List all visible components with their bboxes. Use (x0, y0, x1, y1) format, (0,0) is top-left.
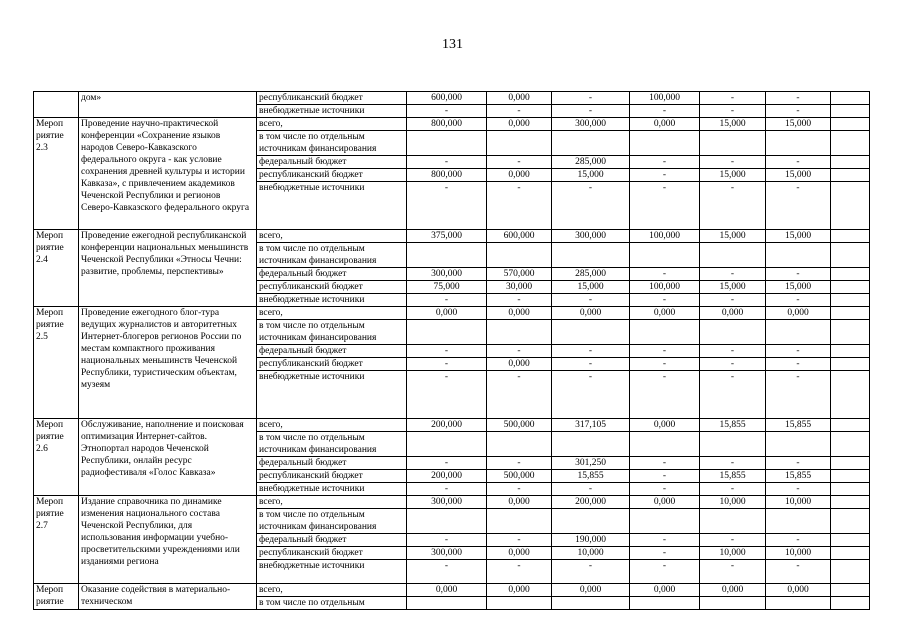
amount-cell (831, 509, 870, 534)
amount-cell: - (630, 534, 700, 547)
amount-cell: - (552, 358, 630, 371)
amount-cell: - (700, 358, 766, 371)
amount-cell: 600,000 (487, 230, 552, 243)
amount-cell: 15,000 (700, 118, 766, 131)
amount-cell: - (630, 470, 700, 483)
amount-cell: 15,000 (766, 230, 831, 243)
amount-cell: 0,000 (407, 584, 487, 597)
amount-cell: - (630, 156, 700, 169)
amount-cell: 0,000 (630, 307, 700, 320)
amount-cell (630, 320, 700, 345)
amount-cell (552, 597, 630, 610)
amount-cell: 600,000 (407, 92, 487, 105)
amount-cell (831, 470, 870, 483)
amount-cell: - (700, 345, 766, 358)
amount-cell: - (407, 560, 487, 584)
amount-cell: 190,000 (552, 534, 630, 547)
amount-cell (831, 307, 870, 320)
amount-cell (831, 131, 870, 156)
amount-cell: - (766, 105, 831, 118)
amount-cell: - (766, 268, 831, 281)
amount-cell: - (766, 294, 831, 307)
amount-cell: - (552, 105, 630, 118)
amount-cell: - (487, 294, 552, 307)
table-row (34, 584, 870, 597)
funding-source: в том числе по отдельным (257, 597, 407, 610)
table-row (34, 92, 870, 105)
table-row (34, 419, 870, 432)
amount-cell (630, 597, 700, 610)
funding-source: в том числе по отдельным источникам финансирования (257, 131, 407, 156)
amount-cell: - (700, 371, 766, 419)
amount-cell: - (700, 156, 766, 169)
activity-description: Проведение научно-практической конференции «Сохранение языков народов Северо-Кавказского федерального округа - как условие сохранения древней культуры и истории Кавказа», с привлечением академиков Чеченской Республики и регионов Северо-Кавказского федерального округа (79, 118, 257, 230)
amount-cell: 0,000 (487, 496, 552, 509)
activity-code: Мероп риятие (34, 584, 79, 610)
amount-cell (831, 230, 870, 243)
amount-cell: - (407, 371, 487, 419)
amount-cell: - (630, 457, 700, 470)
amount-cell: 0,000 (487, 118, 552, 131)
amount-cell: 15,000 (766, 281, 831, 294)
amount-cell: - (766, 371, 831, 419)
amount-cell: 300,000 (407, 268, 487, 281)
amount-cell: - (630, 105, 700, 118)
funding-source: в том числе по отдельным источникам финансирования (257, 432, 407, 457)
funding-source: всего, (257, 496, 407, 509)
amount-cell (630, 432, 700, 457)
amount-cell (831, 597, 870, 610)
amount-cell: - (407, 345, 487, 358)
amount-cell (766, 320, 831, 345)
amount-cell (487, 432, 552, 457)
amount-cell (407, 243, 487, 268)
amount-cell (831, 345, 870, 358)
amount-cell: - (700, 483, 766, 496)
amount-cell (552, 243, 630, 268)
amount-cell (831, 496, 870, 509)
amount-cell: 15,000 (700, 230, 766, 243)
funding-source: республиканский бюджет (257, 547, 407, 560)
amount-cell: 0,000 (487, 584, 552, 597)
funding-source: внебюджетные источники (257, 105, 407, 118)
amount-cell: 0,000 (552, 307, 630, 320)
amount-cell (831, 371, 870, 419)
amount-cell: - (630, 294, 700, 307)
activity-code: Мероп риятие 2.3 (34, 118, 79, 230)
amount-cell (552, 509, 630, 534)
amount-cell: 15,000 (552, 169, 630, 182)
table-row (34, 307, 870, 320)
amount-cell (407, 320, 487, 345)
amount-cell: - (630, 371, 700, 419)
amount-cell (831, 584, 870, 597)
amount-cell: 0,000 (552, 584, 630, 597)
amount-cell (766, 432, 831, 457)
amount-cell (831, 534, 870, 547)
funding-source: в том числе по отдельным источникам финансирования (257, 320, 407, 345)
amount-cell (831, 156, 870, 169)
amount-cell: - (552, 560, 630, 584)
amount-cell: 0,000 (487, 307, 552, 320)
amount-cell: 15,855 (700, 470, 766, 483)
amount-cell (831, 560, 870, 584)
amount-cell: - (766, 182, 831, 230)
amount-cell: - (766, 534, 831, 547)
amount-cell: - (766, 156, 831, 169)
amount-cell: - (407, 457, 487, 470)
amount-cell: - (487, 483, 552, 496)
activity-description: Обслуживание, наполнение и поисковая оптимизация Интернет-сайтов. Этнопортал народов Чеченской Республики, онлайн ресурс радиофестиваля «Голос Кавказа» (79, 419, 257, 496)
amount-cell (831, 457, 870, 470)
amount-cell: 200,000 (407, 470, 487, 483)
funding-source: федеральный бюджет (257, 268, 407, 281)
activity-code: Мероп риятие 2.6 (34, 419, 79, 496)
activity-description: Издание справочника по динамике изменения национального состава Чеченской Республики, для использования информации учебно-просветительскими учреждениями или изданиями региона (79, 496, 257, 584)
amount-cell: 100,000 (630, 281, 700, 294)
amount-cell: - (700, 457, 766, 470)
amount-cell: - (766, 345, 831, 358)
amount-cell (630, 509, 700, 534)
budget-table-body (34, 92, 870, 610)
amount-cell: - (766, 457, 831, 470)
amount-cell: 15,000 (766, 118, 831, 131)
amount-cell: 300,000 (552, 118, 630, 131)
amount-cell (831, 432, 870, 457)
amount-cell: 30,000 (487, 281, 552, 294)
amount-cell (831, 320, 870, 345)
amount-cell: - (552, 182, 630, 230)
amount-cell: - (407, 358, 487, 371)
funding-source: внебюджетные источники (257, 294, 407, 307)
activity-code: Мероп риятие 2.7 (34, 496, 79, 584)
funding-source: федеральный бюджет (257, 345, 407, 358)
funding-source: всего, (257, 118, 407, 131)
amount-cell (831, 243, 870, 268)
amount-cell: - (552, 483, 630, 496)
amount-cell: 300,000 (407, 547, 487, 560)
amount-cell (700, 509, 766, 534)
funding-source: федеральный бюджет (257, 156, 407, 169)
activity-description: Проведение ежегодной республиканской конференции национальных меньшинств Чеченской Республики «Этносы Чечни: развитие, проблемы, перспективы» (79, 230, 257, 307)
amount-cell: 0,000 (700, 307, 766, 320)
amount-cell (487, 509, 552, 534)
activity-description: Проведение ежегодного блог-тура ведущих журналистов и авторитетных Интернет-блогеров регионов России по местам компактного проживания национальных меньшинств Чеченской Республики, туристическим объектам, музеям (79, 307, 257, 419)
amount-cell: 15,000 (552, 281, 630, 294)
amount-cell (831, 268, 870, 281)
amount-cell (700, 320, 766, 345)
amount-cell: - (407, 182, 487, 230)
amount-cell (630, 243, 700, 268)
amount-cell (407, 131, 487, 156)
amount-cell: 0,000 (630, 118, 700, 131)
amount-cell: - (700, 560, 766, 584)
funding-source: внебюджетные источники (257, 182, 407, 230)
amount-cell: 10,000 (552, 547, 630, 560)
funding-source: в том числе по отдельным источникам финансирования (257, 243, 407, 268)
amount-cell (630, 131, 700, 156)
funding-source: внебюджетные источники (257, 371, 407, 419)
amount-cell: 570,000 (487, 268, 552, 281)
amount-cell: 500,000 (487, 470, 552, 483)
amount-cell: 15,855 (766, 470, 831, 483)
amount-cell: 100,000 (630, 230, 700, 243)
amount-cell: - (630, 345, 700, 358)
amount-cell: 15,000 (700, 169, 766, 182)
amount-cell: - (407, 534, 487, 547)
amount-cell: 285,000 (552, 268, 630, 281)
amount-cell: 500,000 (487, 419, 552, 432)
funding-source: федеральный бюджет (257, 534, 407, 547)
amount-cell: - (630, 547, 700, 560)
amount-cell (487, 243, 552, 268)
funding-source: республиканский бюджет (257, 358, 407, 371)
budget-table (33, 91, 870, 610)
amount-cell: 15,855 (700, 419, 766, 432)
amount-cell: - (552, 92, 630, 105)
amount-cell: - (630, 483, 700, 496)
amount-cell: - (630, 182, 700, 230)
amount-cell (407, 432, 487, 457)
amount-cell: 285,000 (552, 156, 630, 169)
amount-cell (831, 182, 870, 230)
page-number: 131 (442, 37, 463, 52)
amount-cell: 301,250 (552, 457, 630, 470)
activity-description: дом» (79, 92, 257, 118)
amount-cell: 200,000 (407, 419, 487, 432)
amount-cell: - (700, 268, 766, 281)
amount-cell: 300,000 (552, 230, 630, 243)
amount-cell: - (487, 534, 552, 547)
amount-cell (766, 597, 831, 610)
amount-cell: 0,000 (766, 584, 831, 597)
amount-cell: - (630, 560, 700, 584)
amount-cell: 10,000 (766, 547, 831, 560)
funding-source: всего, (257, 230, 407, 243)
funding-source: всего, (257, 584, 407, 597)
funding-source: всего, (257, 307, 407, 320)
amount-cell (831, 419, 870, 432)
amount-cell: 0,000 (630, 584, 700, 597)
amount-cell (831, 105, 870, 118)
amount-cell: - (407, 105, 487, 118)
funding-source: в том числе по отдельным источникам финансирования (257, 509, 407, 534)
amount-cell: - (487, 182, 552, 230)
amount-cell (407, 509, 487, 534)
activity-description: Оказание содействия в материально-техническом (79, 584, 257, 610)
table-row (34, 496, 870, 509)
amount-cell: 0,000 (487, 169, 552, 182)
amount-cell (487, 597, 552, 610)
amount-cell (552, 131, 630, 156)
amount-cell: - (630, 358, 700, 371)
amount-cell: 15,000 (766, 169, 831, 182)
amount-cell: - (407, 156, 487, 169)
amount-cell: - (630, 268, 700, 281)
amount-cell (831, 483, 870, 496)
amount-cell (487, 131, 552, 156)
funding-source: внебюджетные источники (257, 560, 407, 584)
table-row (34, 118, 870, 131)
amount-cell: 0,000 (407, 307, 487, 320)
amount-cell: 0,000 (700, 584, 766, 597)
amount-cell (407, 597, 487, 610)
funding-source: республиканский бюджет (257, 470, 407, 483)
amount-cell: 10,000 (766, 496, 831, 509)
amount-cell: 0,000 (487, 92, 552, 105)
amount-cell: - (487, 457, 552, 470)
amount-cell: 0,000 (487, 358, 552, 371)
amount-cell (831, 547, 870, 560)
funding-source: всего, (257, 419, 407, 432)
amount-cell: - (766, 560, 831, 584)
amount-cell (831, 169, 870, 182)
amount-cell: - (407, 483, 487, 496)
amount-cell (831, 358, 870, 371)
amount-cell: - (700, 92, 766, 105)
amount-cell: 15,855 (766, 419, 831, 432)
amount-cell: 800,000 (407, 169, 487, 182)
amount-cell: - (766, 92, 831, 105)
amount-cell (700, 597, 766, 610)
amount-cell: 100,000 (630, 92, 700, 105)
funding-source: внебюджетные источники (257, 483, 407, 496)
amount-cell (700, 131, 766, 156)
amount-cell (766, 131, 831, 156)
amount-cell: - (407, 294, 487, 307)
amount-cell: 15,000 (700, 281, 766, 294)
amount-cell (766, 243, 831, 268)
amount-cell: - (552, 371, 630, 419)
amount-cell: 10,000 (700, 496, 766, 509)
funding-source: республиканский бюджет (257, 281, 407, 294)
amount-cell (766, 509, 831, 534)
activity-code: Мероп риятие 2.4 (34, 230, 79, 307)
activity-code (34, 92, 79, 118)
amount-cell: 0,000 (630, 419, 700, 432)
amount-cell (700, 243, 766, 268)
amount-cell: - (766, 358, 831, 371)
amount-cell (831, 92, 870, 105)
amount-cell: - (552, 345, 630, 358)
amount-cell: - (487, 371, 552, 419)
amount-cell: 317,105 (552, 419, 630, 432)
amount-cell: 10,000 (700, 547, 766, 560)
amount-cell (552, 432, 630, 457)
amount-cell: - (700, 534, 766, 547)
amount-cell: 800,000 (407, 118, 487, 131)
amount-cell: - (552, 294, 630, 307)
amount-cell (831, 294, 870, 307)
amount-cell: 0,000 (766, 307, 831, 320)
amount-cell: - (487, 105, 552, 118)
amount-cell: - (700, 182, 766, 230)
amount-cell: - (487, 156, 552, 169)
amount-cell: 0,000 (630, 496, 700, 509)
amount-cell: 200,000 (552, 496, 630, 509)
amount-cell: 15,855 (552, 470, 630, 483)
amount-cell: - (630, 169, 700, 182)
amount-cell (700, 432, 766, 457)
funding-source: федеральный бюджет (257, 457, 407, 470)
amount-cell: 300,000 (407, 496, 487, 509)
funding-source: республиканский бюджет (257, 92, 407, 105)
amount-cell: - (700, 105, 766, 118)
amount-cell (487, 320, 552, 345)
amount-cell: - (487, 560, 552, 584)
amount-cell (831, 281, 870, 294)
amount-cell: - (700, 294, 766, 307)
activity-code: Мероп риятие 2.5 (34, 307, 79, 419)
amount-cell: - (487, 345, 552, 358)
amount-cell (831, 118, 870, 131)
amount-cell: - (766, 483, 831, 496)
amount-cell (552, 320, 630, 345)
amount-cell: 75,000 (407, 281, 487, 294)
amount-cell: 375,000 (407, 230, 487, 243)
table-row (34, 230, 870, 243)
amount-cell: 0,000 (487, 547, 552, 560)
funding-source: республиканский бюджет (257, 169, 407, 182)
